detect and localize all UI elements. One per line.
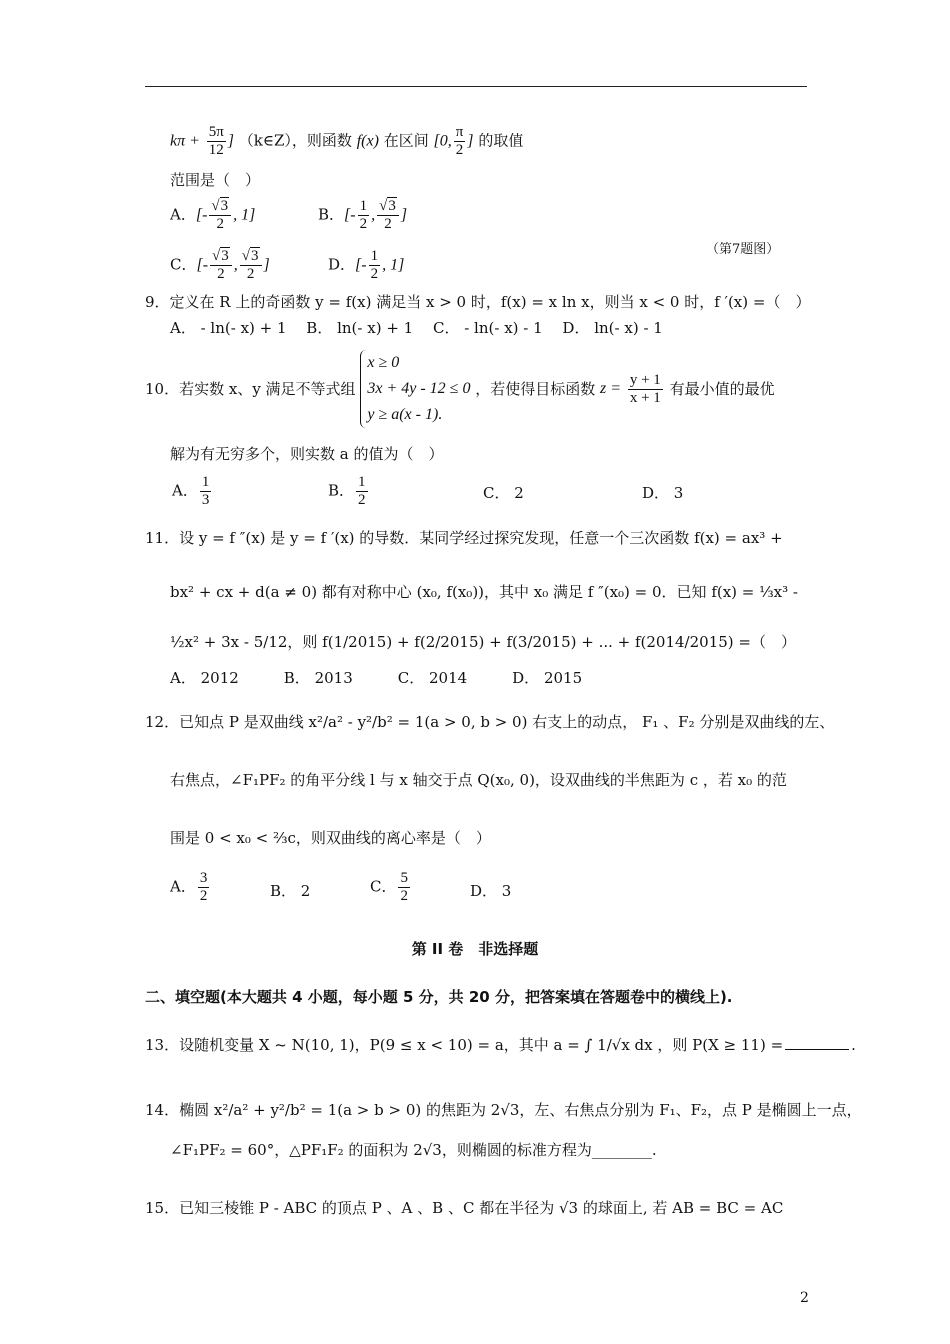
q8-option-c: C．[- $\frac{√3}{2}$ , $\frac{√3}{2}$ ]: [170, 248, 270, 282]
q10-line2: 解为有无穷多个，则实数 a 的值为（ ）: [170, 445, 444, 463]
q8-line2: 范围是（ ）: [170, 171, 261, 189]
q12-line1: 12．已知点 P 是双曲线 x²/a² - y²/b² = 1(a > 0, b > 0) 右支上的动点， F₁ 、F₂ 分别是双曲线的左、: [145, 713, 835, 731]
q11-line1: 11．设 y = f ″(x) 是 y = f ′(x) 的导数．某同学经过探究发现，任意一个三次函数 f(x) = ax³ +: [145, 529, 783, 547]
q11-options: A． 2012 B． 2013 C． 2014 D． 2015: [170, 669, 583, 687]
q12-option-a: A． $\frac{3}{2}$: [170, 870, 208, 904]
q10-option-d: D． 3: [642, 484, 684, 502]
q8-line1-rest: （k∈Z），则函数: [238, 131, 352, 150]
section-title: 第 II 卷 非选择题: [411, 940, 539, 958]
q12-line3: 围是 0 < x₀ < ⅔c，则双曲线的离心率是（ ）: [170, 829, 491, 847]
page-number: 2: [800, 1290, 809, 1306]
q13-answer-blank[interactable]: [785, 1034, 849, 1050]
q8-option-d: D．[- $\frac{1}{2}$ , 1]: [328, 248, 405, 282]
q9-stem: 9．定义在 R 上的奇函数 y = f(x) 满足当 x > 0 时，f(x) = x ln x，则当 x < 0 时，f ′(x) =（ ）: [145, 293, 811, 311]
q11-line2: bx² + cx + d(a ≠ 0) 都有对称中心 (x₀, f(x₀))，其中 x₀ 满足 f ″(x₀) = 0．已知 f(x) = ⅓x³ -: [170, 583, 798, 601]
q14-line2: ∠F₁PF₂ = 60°，△PF₁F₂ 的面积为 2√3，则椭圆的标准方程为________.: [170, 1141, 657, 1159]
q10-option-b: B． $\frac{1}{2}$: [328, 474, 366, 508]
q13-stem: 13．设随机变量 X ~ N(10, 1)，P(9 ≤ x < 10) = a，其中 a = ∫ 1/√x dx ，则 P(X ≥ 11) = .: [145, 1036, 856, 1054]
figure-caption: （第7题图）: [706, 242, 780, 257]
q10-option-c: C． 2: [483, 484, 524, 502]
q10-option-a: A． $\frac{1}{3}$: [172, 474, 210, 508]
header-rule: [145, 86, 807, 87]
q14-line1: 14．椭圆 x²/a² + y²/b² = 1(a > b > 0) 的焦距为 2√3，左、右焦点分别为 F₁、F₂，点 P 是椭圆上一点，: [145, 1101, 862, 1119]
section-heading: 二、填空题(本大题共 4 小题，每小题 5 分，共 20 分，把答案填在答题卷中的横线上).: [145, 988, 733, 1006]
q9-options: A． - ln(- x) + 1 B． ln(- x) + 1 C． - ln(- x) - 1 D． ln(- x) - 1: [170, 319, 663, 337]
q11-line3: ½x² + 3x - 5/12，则 f(1/2015) + f(2/2015) + f(3/2015) + ... + f(2014/2015) =（ ）: [170, 633, 796, 651]
q12-option-c: C． $\frac{5}{2}$: [370, 870, 408, 904]
q15-stem: 15．已知三棱锥 P - ABC 的顶点 P 、A 、B 、C 都在半径为 √3 的球面上, 若 AB = BC = AC: [145, 1199, 784, 1217]
q8-line1: kπ + $\frac{5\pi}{12}$ ] （k∈Z），则函数 f(x) 在区间 [0, $\frac{\pi}{2}$ ] 的取值: [170, 124, 524, 158]
q8-option-a: A．[- $\frac{√3}{2}$ , 1]: [170, 198, 256, 232]
q12-option-d: D． 3: [470, 882, 512, 900]
q10-inequality-system: x ≥ 0 3x + 4y - 12 ≤ 0 y ≥ a(x - 1).: [360, 350, 470, 428]
q8-option-b: B．[- $\frac{1}{2}$ , $\frac{√3}{2}$ ]: [318, 198, 408, 232]
q10-stem: 10．若实数 x、y 满足不等式组 x ≥ 0 3x + 4y - 12 ≤ 0 y ≥ a(x - 1). ，若使得目标函数 z = $\frac{y + 1}{x + 1}$ 有最小值的最优: [145, 350, 950, 432]
q12-line2: 右焦点，∠F₁PF₂ 的角平分线 l 与 x 轴交于点 Q(x₀, 0)，设双曲线的半焦距为 c ，若 x₀ 的范: [170, 771, 787, 789]
q12-option-b: B． 2: [270, 882, 311, 900]
